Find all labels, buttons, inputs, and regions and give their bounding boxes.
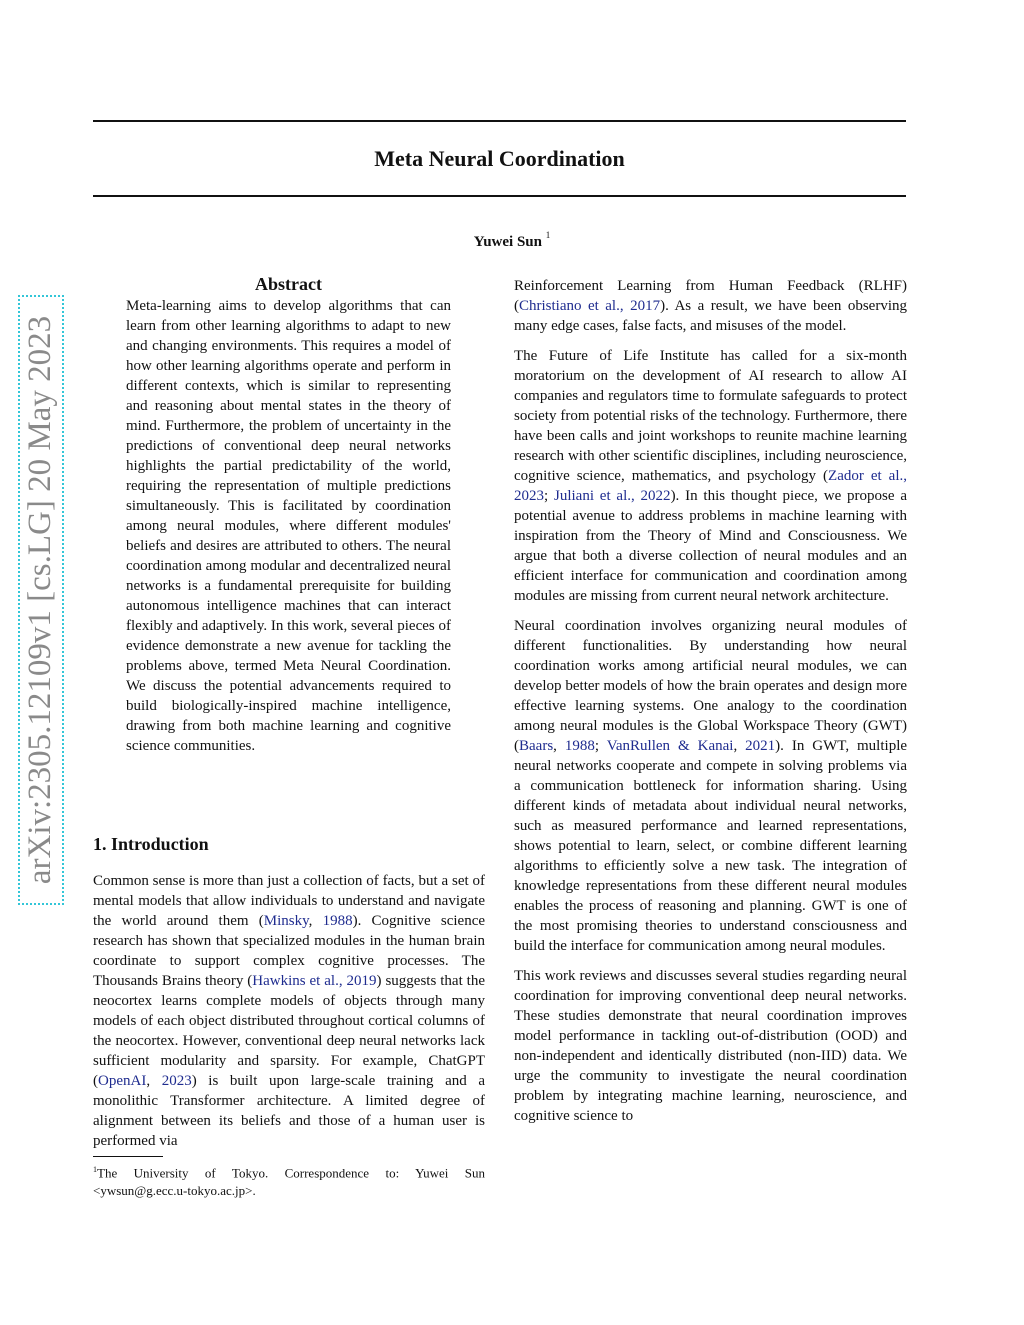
citation-link[interactable]: Christiano et al., 2017 [519,298,661,314]
title-rule-bottom [93,195,906,197]
introduction-paragraph: Common sense is more than just a collection of facts, but a set of mental models that allow individuals to understand and navigate the world around them (Minsky, 1988). Cognitive science research has shown that specialized modules in the human brain coordinate to support complex cognitive processes. The Thousands Brains theory (Hawkins et al., 2019) suggests that the neocortex learns complete models of objects through many models of each object distributed throughout cortical columns of the neocortex. However, conventional deep neural networks lack sufficient modularity and sparsity. For example, ChatGPT (OpenAI, 2023) is built upon large-scale training and a monolithic Transformer architecture. A limited degree of alignment between its beliefs and those of a human user is performed via [93,873,486,1149]
author-affil-mark: 1 [545,230,551,240]
footnote-mark: 1 [93,1165,97,1174]
introduction-section [93,832,485,1151]
citation-link[interactable]: 2023 [161,1073,192,1089]
citation-link[interactable]: 2021 [745,738,776,754]
author-name: Yuwei Sun [473,234,542,250]
right-column [514,276,907,1136]
body-text: The Future of Life Institute has called for a six-month moratorium on the development of AI research to allow AI companies and regulators time to formulate safeguards to protect society from potential risks of the technology. Furthermore, there have been calls and joint workshops to reunite machine learning research with other scientific disciplines, including neuroscience, cognitive science, mathematics, and psychology ( [514,348,907,484]
footnote [93,1161,485,1200]
citation-link[interactable]: Juliani et al., 2022 [553,488,671,504]
footnote-text: The University of Tokyo. Correspondence to: Yuwei Sun <ywsun@g.ecc.u-tokyo.ac.jp>. [93,1165,485,1199]
intro-text: ). Cognitive science research has shown that specialized modules in the human brain coordinate to support complex cognitive processes. The Thousands Brains theory ( [93,913,486,989]
body-paragraph: The Future of Life Institute has called for a six-month moratorium on the development of AI research to allow AI companies and regulators time to formulate safeguards to protect society from potential risks of the technology. Furthermore, there have been calls and joint workshops to reunite machine learning research with other scientific disciplines, including neuroscience, cognitive science, mathematics, and psychology (Zador et al., 2023; Juliani et al., 2022). In this thought piece, we propose a potential avenue to address problems in machine learning with inspiration from the Theory of Mind and Consciousness. We argue that both a diverse collection of neural modules and an efficient interface for communication and coordination among modules are missing from current neural network architecture. [514,348,907,604]
intro-text: Common sense is more than just a collection of facts, but a set of mental models that allow individuals to understand and navigate the world around them ( [93,873,485,929]
citation-link[interactable]: Zador et al., 2023 [514,468,907,504]
intro-text: ) suggests that the neocortex learns complete models of objects through many models of each object distributed throughout cortical columns of the neocortex. However, conventional deep neural networks lack sufficient modularity and sparsity. For example, ChatGPT ( [93,973,485,1089]
citation-link[interactable]: Hawkins et al., 2019 [252,973,377,989]
abstract-section [126,274,451,756]
citation-link[interactable]: 1988 [322,913,353,929]
citation-link[interactable]: VanRullen & Kanai [606,738,734,754]
intro-text: ) is built upon large-scale training and a monolithic Transformer architecture. A limited degree of alignment between its beliefs and those of a human user is performed via [93,1073,486,1149]
body-text: ). In this thought piece, we propose a potential avenue to address problems in machine learning with inspiration from the Theory of Mind and Consciousness. We argue that both a diverse collection of neural modules and an efficient interface for communication and coordination among modules are missing from current neural network architecture. [514,488,907,604]
body-text: ). As a result, we have been observing many edge cases, false facts, and misuses of the model. [514,298,907,334]
body-text: Reinforcement Learning from Human Feedback (RLHF) ( [514,278,907,314]
body-paragraph [514,276,907,336]
citation-link[interactable]: 1988 [564,738,595,754]
footnote-rule [93,1156,163,1157]
body-paragraph: This work reviews and discusses several studies regarding neural coordination for improving conventional deep neural networks. These studies demonstrate that neural coordination improves model performance in tackling out-of-distribution (OOD) and non-independent and identically distributed (non-IID) data. We urge the community to investigate the neural coordination problem by integrating machine learning, neuroscience, and cognitive science to [514,968,907,1124]
abstract-text: Meta-learning aims to develop algorithms that can learn from other learning algorithms to adapt to new and changing environments. This requires a model of how other learning algorithms operate and perform in different contexts, which is similar to representing and reasoning about mental states in the theory of mind. Furthermore, the problem of uncertainty in the predictions of conventional deep neural networks highlights the partial predictability of the world, requiring the representation of multiple predictions simultaneously. This is facilitated by coordination among neural modules, where different modules' beliefs and desires are attributed to others. The neural coordination among modular and decentralized neural networks is a fundamental prerequisite for building autonomous intelligence machines that can interact flexibly and adaptively. In this work, several pieces of evidence demonstrate a new avenue for tackling the problems above, termed Meta Neural Coordination. We discuss the potential advancements required to build biologically-inspired machine intelligence, drawing from both machine learning and cognitive science communities. [126,298,451,754]
introduction-heading: 1. Introduction [93,834,209,854]
arxiv-stamp: arXiv:2305.12109v1 [cs.LG] 20 May 2023 [18,295,64,905]
abstract-heading: Abstract [255,274,322,294]
citation-link[interactable]: Minsky [263,913,309,929]
citation-link[interactable]: OpenAI [98,1073,147,1089]
title-rule-top [93,120,906,122]
body-text: Neural coordination involves organizing neural modules of different functionalities. By understanding how neural coordination works among artificial neural modules, we can develop better models of how the brain operates and design more effective learning systems. One analogy to the coordination among neural modules is the Global Workspace Theory (GWT) ( [514,618,907,754]
citation-link[interactable]: Baars [519,738,554,754]
body-text: ). In GWT, multiple neural networks cooperate and compete in solving problems via a communication bottleneck for information sharing. Using different kinds of metadata about individual neural networks, such as measured performance and learned representations, shows potential to learn, select, or combine different learning algorithms to efficiently solve a new task. The integration of knowledge representations from these different neural modules enables the process of reasoning and planning. GWT is one of the most promising theories to understand consciousness and build the interface for communication among neural modules. [514,738,908,954]
author-line [0,232,1024,251]
paper-title: Meta Neural Coordination [374,146,625,171]
body-paragraph: Neural coordination involves organizing neural modules of different functionalities. By understanding how neural coordination works among artificial neural modules, we can develop better models of how the brain operates and design more effective learning systems. One analogy to the coordination among neural modules is the Global Workspace Theory (GWT) (Baars, 1988; VanRullen & Kanai, 2021). In GWT, multiple neural networks cooperate and compete in solving problems via a communication bottleneck for information sharing. Using different kinds of metadata about individual neural networks, such as measured performance and learned representations, shows potential to learn, select, or combine different learning algorithms to efficiently solve a new task. The integration of knowledge representations from these different neural modules enables the process of reasoning and planning. GWT is one of the most promising theories to understand consciousness and build the interface for communication among neural modules. [514,618,908,954]
